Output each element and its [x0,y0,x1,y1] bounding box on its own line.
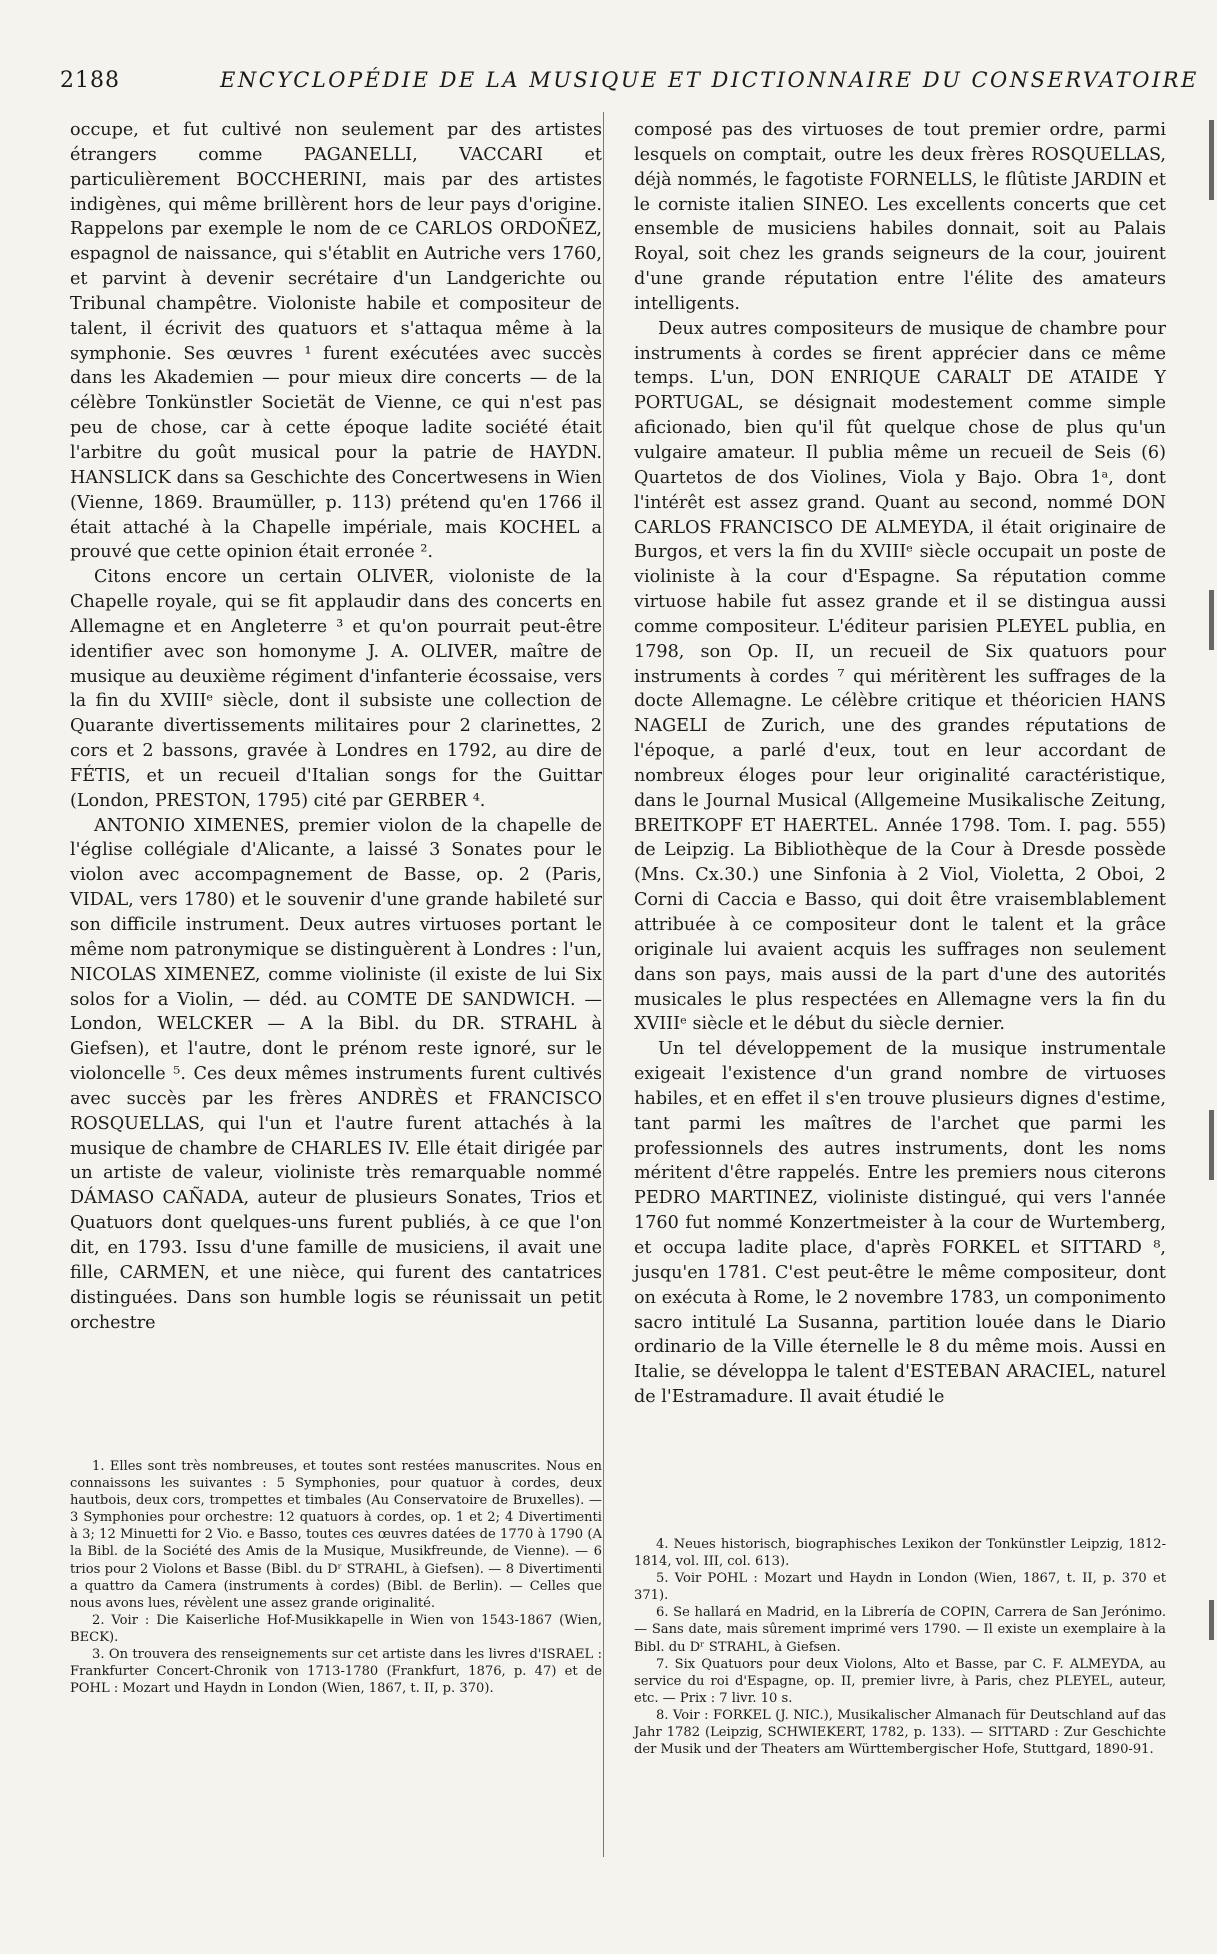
footnote: 3. On trouvera des renseignements sur cet artiste dans les livres d'ISRAEL : Frankfurter Concert-Chronik von 1713-1780 (Frankfurt, 1876, p. 47) et de POHL : Mozart und Haydn in London (Wien, 1867, t. II, p. 370). [70,1647,602,1697]
page-number: 2188 [60,68,120,93]
page-header [60,68,1199,104]
footnote: 1. Elles sont très nombreuses, et toutes sont restées manuscrites. Nous en connaissons les suivantes : 5 Symphonies, pour quatuor à cordes, deux hautbois, deux cors, trompettes et timbales (Au Conservatoire de Bruxelles). — 3 Symphonies pour orchestre: 12 quatuors à cordes, op. 1 et 2; 4 Divertimenti à 3; 12 Minuetti for 2 Vio. e Basso, toutes ces œuvres datées de 1770 à 1790 (A la Bibl. de la Société des Amis de la Musique, Musikfreunde, de Vienne). — 6 trios pour 2 Violons et Basse (Bibl. du Dʳ STRAHL, à Giefsen). — 8 Divertimenti a quattro da Camera (instruments à cordes) (Bibl. de Berlin). — Celles que nous avons lues, révèlent une assez grande originalité. [70,1459,602,1611]
footnote: 5. Voir POHL : Mozart und Haydn in London (Wien, 1867, t. II, p. 370 et 371). [634,1571,1166,1604]
footnote: 4. Neues historisch, biographisches Lexikon der Tonkünstler Leipzig, 1812-1814, vol. III, col. 613). [634,1537,1166,1570]
body-paragraph: ANTONIO XIMENES, premier violon de la chapelle de l'église collégiale d'Alicante, a laissé 3 Sonates pour le violon avec accompagnement de Basse, op. 2 (Paris, VIDAL, vers 1780) et le souvenir d'une grande habileté sur son difficile instrument. Deux autres virtuoses portant le même nom patronymique se distinguèrent à Londres : l'un, NICOLAS XIMENEZ, comme violiniste (il existe de lui Six solos for a Violin, — déd. au COMTE DE SANDWICH. — London, WELCKER — A la Bibl. du DR. STRAHL à Giefsen), et l'autre, dont le prénom reste ignoré, sur le violoncelle ⁵. Ces deux mêmes instruments furent cultivés avec succès par les frères ANDRÈS et FRANCISCO ROSQUELLAS, qui l'un et l'autre furent attachés à la musique de chambre de CHARLES IV. Elle était dirigée par un artiste de valeur, violiniste très remarquable nommé DÁMASO CAÑADA, auteur de plusieurs Sonates, Trios et Quatuors dont quelques-uns furent publiés, à ce que l'on dit, en 1793. Issu d'une famille de musiciens, il avait une fille, CARMEN, et une nièce, qui furent des cantatrices distinguées. Dans son humble logis se réunissait un petit orchestre [70,815,602,1333]
scan-edge-mark [1209,590,1214,650]
scan-edge-mark [1209,120,1214,200]
footnote: 7. Six Quatuors pour deux Violons, Alto et Basse, par C. F. ALMEYDA, au service du roi d'Espagne, op. II, premier livre, à Paris, chez PLEYEL, auteur, etc. — Prix : 7 livr. 10 s. [634,1656,1166,1706]
body-paragraph: Citons encore un certain OLIVER, violoniste de la Chapelle royale, qui se fit applaudir dans des concerts en Allemagne et en Angleterre ³ et qu'on pourrait peut-être identifier avec son homonyme J. A. OLIVER, maître de musique au deuxième régiment d'infanterie écossaise, vers la fin du XVIIIᵉ siècle, dont il subsiste une collection de Quarante divertissements militaires pour 2 clarinettes, 2 cors et 2 bassons, gravée à Londres en 1792, au dire de FÉTIS, et un recueil d'Italian songs for the Guittar (London, PRESTON, 1795) cité par GERBER ⁴. [70,567,602,811]
body-paragraph: occupe, et fut cultivé non seulement par des artistes étrangers comme PAGANELLI, VACCARI et particulièrement BOCCHERINI, mais par des artistes indigènes, qui même brillèrent hors de leur pays d'origine. Rappelons par exemple le nom de ce CARLOS ORDOÑEZ, espagnol de naissance, qui s'établit en Autriche vers 1760, et parvint à devenir secrétaire d'un Landgerichte ou Tribunal champêtre. Violoniste habile et compositeur de talent, il écrivit des quatuors et s'attaqua même à la symphonie. Ses œuvres ¹ furent exécutées avec succès dans les Akademien — pour mieux dire concerts — de la célèbre Tonkünstler Societät de Vienne, ce qui n'est pas peu de chose, car à cette époque ladite société était l'arbitre du goût musical pour la patrie de HAYDN. HANSLICK dans sa Geschichte des Concertwesens in Wien (Vienne, 1869. Braumüller, p. 113) prétend qu'en 1766 il était attaché à la Chapelle impériale, mais KOCHEL a prouvé que cette opinion était erronée ². [70,120,602,563]
left-column [70,118,602,1335]
column-divider [603,112,604,1857]
footnote: 2. Voir : Die Kaiserliche Hof-Musikkapelle in Wien von 1543-1867 (Wien, BECK). [70,1612,602,1645]
footnotes-left [70,1458,602,1697]
scan-edge-mark [1209,1110,1214,1180]
body-paragraph: Un tel développement de la musique instrumentale exigeait l'existence d'un grand nombre de virtuoses habiles, et en effet il s'en trouve plusieurs dignes d'estime, tant parmi les maîtres de l'archet que parmi les professionnels des autres instruments, dont les noms méritent d'être rappelés. Entre les premiers nous citerons PEDRO MARTINEZ, violiniste distingué, qui vers l'année 1760 fut nommé Konzertmeister à la cour de Wurtemberg, et occupa ladite place, d'après FORKEL et SITTARD ⁸, jusqu'en 1781. C'est peut-être le même compositeur, dont on exécuta à Rome, le 2 novembre 1783, un componimento sacro intitulé La Susanna, partition louée dans le Diario ordinario de la Ville éternelle le 8 du même mois. Aussi en Italie, se développa le talent d'ESTEBAN ARACIEL, naturel de l'Estramadure. Il avait étudié le [634,1039,1166,1408]
scan-edge-mark [1209,1600,1214,1640]
footnote: 6. Se hallará en Madrid, en la Librería de COPIN, Carrera de San Jerónimo. — Sans date, mais sûrement imprimé vers 1790. — Il existe un exemplaire à la Bibl. du Dʳ STRAHL, à Giefsen. [634,1605,1166,1655]
footnotes-right [634,1536,1166,1758]
footnote: 8. Voir : FORKEL (J. NIC.), Musikalischer Almanach für Deutschland auf das Jahr 1782 (Leipzig, SCHWIEKERT, 1782, p. 133). — SITTARD : Zur Geschichte der Musik und der Theaters am Württembergischer Hofe, Stuttgard, 1890-91. [634,1707,1166,1758]
running-title: ENCYCLOPÉDIE DE LA MUSIQUE ET DICTIONNAIRE DU CONSERVATOIRE [220,68,1199,92]
body-paragraph: composé pas des virtuoses de tout premier ordre, parmi lesquels on comptait, outre les deux frères ROSQUELLAS, déjà nommés, le fagotiste FORNELLS, le flûtiste JARDIN et le corniste italien SINEO. Les excellents concerts que cet ensemble de musiciens habiles donnait, soit au Palais Royal, soit chez les grands seigneurs de la cour, jouirent d'une grande réputation entre l'élite des amateurs intelligents. [634,120,1166,314]
body-paragraph: Deux autres compositeurs de musique de chambre pour instruments à cordes se firent apprécier dans ce même temps. L'un, DON ENRIQUE CARALT DE ATAIDE Y PORTUGAL, se désignait modestement comme simple aficionado, bien qu'il fût quelque chose de plus qu'un vulgaire amateur. Il publia même un recueil de Seis (6) Quartetos de dos Violines, Viola y Bajo. Obra 1ᵃ, dont l'intérêt est assez grand. Quant au second, nommé DON CARLOS FRANCISCO DE ALMEYDA, il était originaire de Burgos, et vers la fin du XVIIIᵉ siècle occupait un poste de violiniste à la cour d'Espagne. Sa réputation comme virtuose habile fut assez grande et il se distingua aussi comme compositeur. L'éditeur parisien PLEYEL publia, en 1798, son Op. II, un recueil de Six quatuors pour instruments à cordes ⁷ qui méritèrent les suffrages de la docte Allemagne. Le célèbre critique et théoricien HANS NAGELI de Zurich, une des grandes réputations de l'époque, a parlé d'eux, tout en leur accordant de nombreux éloges pour leur originalité caractéristique, dans le Journal Musical (Allgemeine Musikalische Zeitung, BREITKOPF ET HAERTEL. Année 1798. Tom. I. pag. 555) de Leipzig. La Bibliothèque de la Cour à Dresde possède (Mns. Cx.30.) une Sinfonia à 2 Viol, Violetta, 2 Oboi, 2 Corni di Caccia e Basso, qui doit être vraisemblablement attribuée à ce compositeur dont le talent et la grâce originale lui avaient acquis les suffrages non seulement dans son pays, mais aussi de la part d'une des autorités musicales le plus respectées en Allemagne vers la fin du XVIIIᵉ siècle et le début du siècle dernier. [634,318,1166,1035]
right-column [634,118,1166,1410]
